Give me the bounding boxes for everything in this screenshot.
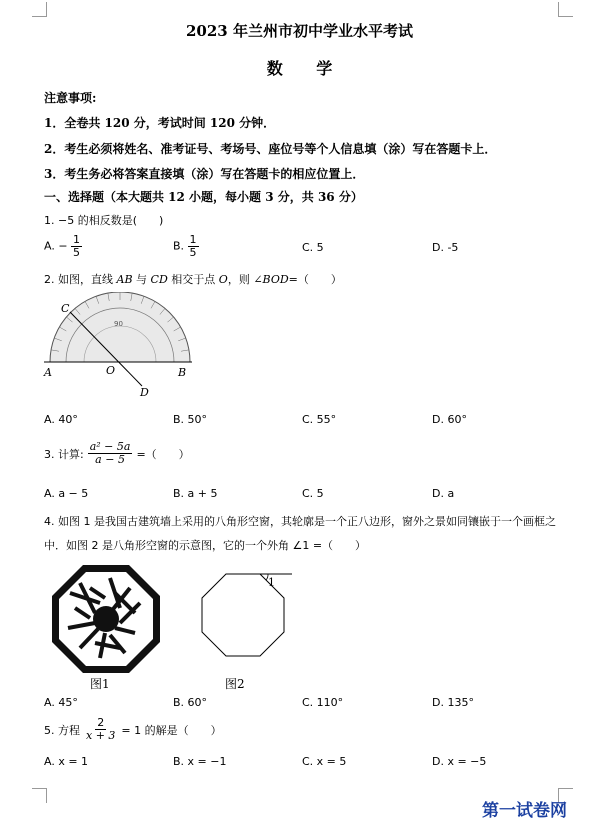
q2-stem [44, 271, 342, 287]
q1-option-a-sign: − [58, 239, 68, 253]
crop-mark-top-left [32, 2, 47, 17]
q1-option-a[interactable] [44, 234, 82, 259]
q3-numerator: a² − 5a [89, 440, 131, 453]
q5-fraction [84, 717, 117, 742]
q3-stem-pre: 3. 计算: [44, 447, 84, 461]
q5-option-b[interactable]: B. x = −1 [173, 755, 227, 768]
q3-option-c[interactable]: C. 5 [302, 487, 324, 500]
q3-option-b[interactable]: B. a + 5 [173, 487, 218, 500]
section-heading: 一、选择题（本大题共 12 小题，每小题 3 分，共 36 分） [44, 190, 363, 204]
q1-a-denominator: 5 [73, 246, 81, 259]
q1-b-denominator: 5 [189, 246, 197, 259]
label-a: A [44, 366, 52, 379]
q2-option-b[interactable]: B. 50° [173, 413, 208, 426]
q5-option-d[interactable]: D. x = −5 [432, 755, 487, 768]
crop-mark-bottom-left [32, 788, 47, 803]
svg-text:90: 90 [114, 320, 123, 328]
subject-title: 数 学 [266, 59, 347, 78]
watermark-text: 第一试卷网 [482, 801, 567, 821]
label-o: O [106, 364, 116, 377]
crop-mark-top-right [558, 2, 573, 17]
q1-option-c[interactable]: C. 5 [302, 241, 324, 254]
q5-option-a[interactable]: A. x = 1 [44, 755, 89, 768]
q1-option-d[interactable]: D. -5 [432, 241, 459, 254]
q4-stem-line1: 4. 如图 1 是我国古建筑墙上采用的八角形空窗，其轮廓是一个正八边形，窗外之景如同镶嵌于一个画框之 [44, 515, 556, 528]
note-item-2: 2．考生必须将姓名、准考证号、考场号、座位号等个人信息填（涂）写在答题卡上． [44, 142, 497, 156]
q4-option-b[interactable]: B. 60° [173, 696, 208, 709]
q5-denominator: x + 3 [86, 729, 116, 742]
q3-stem [44, 441, 190, 466]
q2-option-a[interactable]: A. 40° [44, 413, 78, 426]
label-b: B [178, 366, 187, 379]
q5-stem-tail: = 1 的解是（ ） [121, 723, 222, 737]
q4-option-a[interactable]: A. 45° [44, 696, 78, 709]
figure-1-caption: 图1 [90, 677, 110, 691]
q3-denominator: a − 5 [95, 453, 125, 466]
q2-stem-mid3: ，则 [227, 273, 250, 286]
q5-stem-pre: 5. 方程 [44, 723, 80, 737]
q2-option-d[interactable]: D. 60° [432, 413, 467, 426]
protractor [50, 292, 190, 362]
note-item-3: 3．考生务必将答案直接填（涂）写在答题卡的相应位置上． [44, 167, 365, 181]
q1-option-b-letter: B. [173, 239, 185, 253]
q1-option-b[interactable] [173, 234, 199, 259]
q1-stem: 1. −5 的相反数是( ) [44, 214, 164, 227]
q2-option-c[interactable]: C. 55° [302, 413, 337, 426]
notes-heading: 注意事项: [44, 91, 97, 105]
q2-stem-tail: =（ ） [288, 273, 342, 286]
q5-numerator: 2 [97, 716, 105, 729]
q5-stem [44, 717, 222, 742]
q4-stem-line2: 中．如图 2 是八角形空窗的示意图，它的一个外角 ∠1 =（ ） [44, 539, 367, 552]
q3-option-a[interactable]: A. a − 5 [44, 487, 89, 500]
q2-stem-mid2: 相交于点 [171, 273, 216, 286]
octagon-diagram-figure [188, 568, 298, 672]
note-item-1: 1．全卷共 120 分，考试时间 120 分钟． [44, 116, 276, 130]
q3-option-d[interactable]: D. a [432, 487, 455, 500]
q2-stem-mid1: 与 [136, 273, 148, 286]
q1-a-numerator: 1 [73, 233, 81, 246]
q1-option-a-fraction [71, 234, 82, 259]
window-center-disc [93, 606, 119, 632]
q2-line-cd: CD [150, 273, 168, 286]
q2-point-o: O [218, 273, 228, 286]
q1-option-b-fraction [188, 234, 199, 259]
q2-angle: ∠BOD [253, 273, 289, 286]
q3-stem-tail: =（ ） [136, 447, 190, 461]
exam-title: 2023 年兰州市初中学业水平考试 [186, 22, 413, 40]
q5-option-c[interactable]: C. x = 5 [302, 755, 347, 768]
protractor-figure [40, 292, 200, 400]
octagon-window-figure [50, 563, 162, 675]
q1-option-a-letter: A. [44, 239, 55, 253]
label-d: D [140, 386, 149, 399]
label-c: C [61, 302, 70, 315]
q2-stem-pre: 2. 如图，直线 [44, 273, 113, 286]
q1-b-numerator: 1 [189, 233, 197, 246]
q2-line-ab: AB [116, 273, 133, 286]
q4-option-d[interactable]: D. 135° [432, 696, 474, 709]
angle-1-label: 1 [268, 576, 275, 589]
q4-option-c[interactable]: C. 110° [302, 696, 344, 709]
q3-fraction [88, 441, 133, 466]
figure-2-caption: 图2 [225, 677, 245, 691]
